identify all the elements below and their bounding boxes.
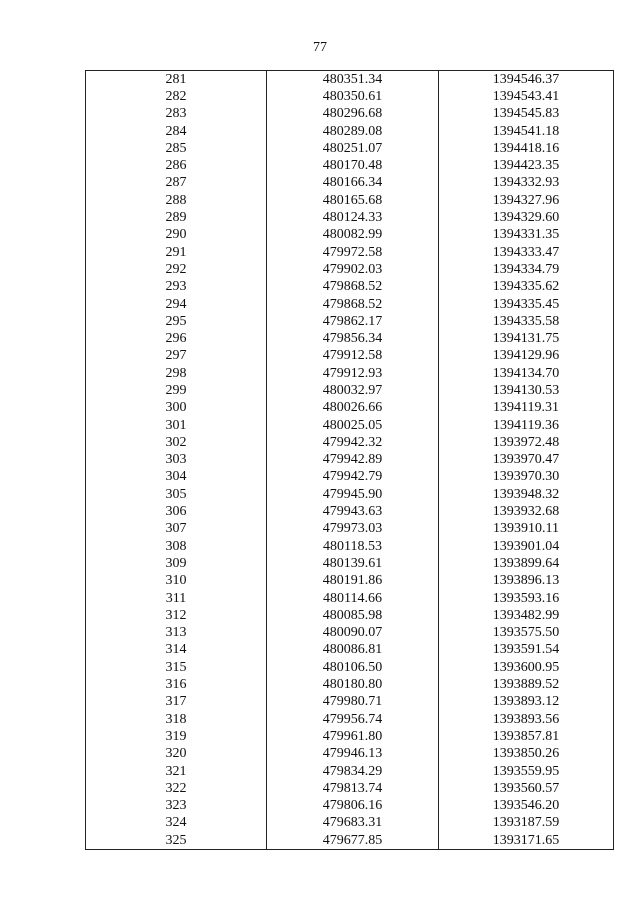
x-coordinate-cell: 480251.07 <box>267 140 439 157</box>
table-row <box>86 832 614 850</box>
point-number-cell: 305 <box>86 486 267 503</box>
y-coordinate-cell: 1393171.65 <box>439 832 614 850</box>
point-number-cell: 309 <box>86 555 267 572</box>
point-number-cell: 308 <box>86 538 267 555</box>
x-coordinate-cell: 480139.61 <box>267 555 439 572</box>
table-row <box>86 486 614 503</box>
y-coordinate-cell: 1393482.99 <box>439 607 614 624</box>
point-number-cell: 317 <box>86 694 267 711</box>
point-number-cell: 297 <box>86 348 267 365</box>
x-coordinate-cell: 479813.74 <box>267 780 439 797</box>
point-number-cell: 295 <box>86 313 267 330</box>
point-number-cell: 319 <box>86 728 267 745</box>
y-coordinate-cell: 1393910.11 <box>439 521 614 538</box>
x-coordinate-cell: 479868.52 <box>267 296 439 313</box>
x-coordinate-cell: 480085.98 <box>267 607 439 624</box>
x-coordinate-cell: 479961.80 <box>267 728 439 745</box>
point-number-cell: 281 <box>86 71 267 89</box>
point-number-cell: 311 <box>86 590 267 607</box>
x-coordinate-cell: 479946.13 <box>267 746 439 763</box>
x-coordinate-cell: 480165.68 <box>267 192 439 209</box>
y-coordinate-cell: 1393970.47 <box>439 452 614 469</box>
y-coordinate-cell: 1393575.50 <box>439 625 614 642</box>
point-number-cell: 300 <box>86 400 267 417</box>
point-number-cell: 289 <box>86 209 267 226</box>
point-number-cell: 325 <box>86 832 267 850</box>
y-coordinate-cell: 1393893.12 <box>439 694 614 711</box>
x-coordinate-cell: 480032.97 <box>267 382 439 399</box>
x-coordinate-cell: 480026.66 <box>267 400 439 417</box>
y-coordinate-cell: 1394335.45 <box>439 296 614 313</box>
y-coordinate-cell: 1394423.35 <box>439 157 614 174</box>
page-number: 77 <box>313 40 327 55</box>
table-row <box>86 780 614 797</box>
x-coordinate-cell: 480086.81 <box>267 642 439 659</box>
point-number-cell: 318 <box>86 711 267 728</box>
y-coordinate-cell: 1394333.47 <box>439 244 614 261</box>
point-number-cell: 322 <box>86 780 267 797</box>
coordinates-table <box>85 70 614 850</box>
x-coordinate-cell: 479834.29 <box>267 763 439 780</box>
y-coordinate-cell: 1393187.59 <box>439 815 614 832</box>
x-coordinate-cell: 480082.99 <box>267 227 439 244</box>
y-coordinate-cell: 1393970.30 <box>439 469 614 486</box>
y-coordinate-cell: 1394119.31 <box>439 400 614 417</box>
x-coordinate-cell: 480118.53 <box>267 538 439 555</box>
point-number-cell: 284 <box>86 123 267 140</box>
table-row <box>86 573 614 590</box>
y-coordinate-cell: 1393948.32 <box>439 486 614 503</box>
y-coordinate-cell: 1394119.36 <box>439 417 614 434</box>
table-row <box>86 365 614 382</box>
point-number-cell: 302 <box>86 434 267 451</box>
x-coordinate-cell: 480289.08 <box>267 123 439 140</box>
x-coordinate-cell: 479677.85 <box>267 832 439 850</box>
table-row <box>86 728 614 745</box>
y-coordinate-cell: 1394335.58 <box>439 313 614 330</box>
y-coordinate-cell: 1394129.96 <box>439 348 614 365</box>
y-coordinate-cell: 1394329.60 <box>439 209 614 226</box>
point-number-cell: 313 <box>86 625 267 642</box>
x-coordinate-cell: 479942.79 <box>267 469 439 486</box>
x-coordinate-cell: 480090.07 <box>267 625 439 642</box>
x-coordinate-cell: 480191.86 <box>267 573 439 590</box>
table-row <box>86 642 614 659</box>
point-number-cell: 306 <box>86 503 267 520</box>
y-coordinate-cell: 1394331.35 <box>439 227 614 244</box>
point-number-cell: 292 <box>86 261 267 278</box>
table-row <box>86 123 614 140</box>
point-number-cell: 285 <box>86 140 267 157</box>
table-row <box>86 746 614 763</box>
point-number-cell: 323 <box>86 797 267 814</box>
x-coordinate-cell: 479945.90 <box>267 486 439 503</box>
point-number-cell: 283 <box>86 106 267 123</box>
point-number-cell: 314 <box>86 642 267 659</box>
point-number-cell: 298 <box>86 365 267 382</box>
table-row <box>86 625 614 642</box>
point-number-cell: 294 <box>86 296 267 313</box>
point-number-cell: 316 <box>86 676 267 693</box>
y-coordinate-cell: 1394418.16 <box>439 140 614 157</box>
table-row <box>86 382 614 399</box>
x-coordinate-cell: 479956.74 <box>267 711 439 728</box>
x-coordinate-cell: 479868.52 <box>267 279 439 296</box>
table-row <box>86 261 614 278</box>
y-coordinate-cell: 1393600.95 <box>439 659 614 676</box>
x-coordinate-cell: 480351.34 <box>267 71 439 89</box>
y-coordinate-cell: 1393899.64 <box>439 555 614 572</box>
y-coordinate-cell: 1394543.41 <box>439 88 614 105</box>
table-row <box>86 106 614 123</box>
point-number-cell: 286 <box>86 157 267 174</box>
y-coordinate-cell: 1393559.95 <box>439 763 614 780</box>
y-coordinate-cell: 1394327.96 <box>439 192 614 209</box>
x-coordinate-cell: 479683.31 <box>267 815 439 832</box>
table-row <box>86 469 614 486</box>
x-coordinate-cell: 480350.61 <box>267 88 439 105</box>
x-coordinate-cell: 479912.93 <box>267 365 439 382</box>
table-row <box>86 175 614 192</box>
point-number-cell: 293 <box>86 279 267 296</box>
y-coordinate-cell: 1393857.81 <box>439 728 614 745</box>
x-coordinate-cell: 480114.66 <box>267 590 439 607</box>
table-row <box>86 607 614 624</box>
table-row <box>86 157 614 174</box>
point-number-cell: 282 <box>86 88 267 105</box>
y-coordinate-cell: 1393889.52 <box>439 676 614 693</box>
x-coordinate-cell: 480124.33 <box>267 209 439 226</box>
y-coordinate-cell: 1393560.57 <box>439 780 614 797</box>
y-coordinate-cell: 1393893.56 <box>439 711 614 728</box>
point-number-cell: 291 <box>86 244 267 261</box>
point-number-cell: 307 <box>86 521 267 538</box>
y-coordinate-cell: 1394545.83 <box>439 106 614 123</box>
table-row <box>86 815 614 832</box>
table-row <box>86 88 614 105</box>
table-row <box>86 227 614 244</box>
x-coordinate-cell: 479862.17 <box>267 313 439 330</box>
table-row <box>86 694 614 711</box>
y-coordinate-cell: 1393932.68 <box>439 503 614 520</box>
x-coordinate-cell: 479972.58 <box>267 244 439 261</box>
y-coordinate-cell: 1394335.62 <box>439 279 614 296</box>
table-row <box>86 140 614 157</box>
table-row <box>86 296 614 313</box>
table-row <box>86 209 614 226</box>
table-row <box>86 659 614 676</box>
table-row <box>86 417 614 434</box>
x-coordinate-cell: 480025.05 <box>267 417 439 434</box>
point-number-cell: 296 <box>86 330 267 347</box>
point-number-cell: 304 <box>86 469 267 486</box>
x-coordinate-cell: 479806.16 <box>267 797 439 814</box>
point-number-cell: 320 <box>86 746 267 763</box>
y-coordinate-cell: 1393593.16 <box>439 590 614 607</box>
x-coordinate-cell: 480180.80 <box>267 676 439 693</box>
x-coordinate-cell: 480170.48 <box>267 157 439 174</box>
table-row <box>86 400 614 417</box>
point-number-cell: 310 <box>86 573 267 590</box>
table-row <box>86 348 614 365</box>
y-coordinate-cell: 1394541.18 <box>439 123 614 140</box>
point-number-cell: 315 <box>86 659 267 676</box>
y-coordinate-cell: 1393901.04 <box>439 538 614 555</box>
table-row <box>86 797 614 814</box>
y-coordinate-cell: 1394131.75 <box>439 330 614 347</box>
table-row <box>86 676 614 693</box>
table-row <box>86 313 614 330</box>
point-number-cell: 321 <box>86 763 267 780</box>
table-row <box>86 763 614 780</box>
y-coordinate-cell: 1393896.13 <box>439 573 614 590</box>
y-coordinate-cell: 1393591.54 <box>439 642 614 659</box>
table-row <box>86 503 614 520</box>
x-coordinate-cell: 479973.03 <box>267 521 439 538</box>
table-row <box>86 538 614 555</box>
table-row <box>86 590 614 607</box>
y-coordinate-cell: 1394130.53 <box>439 382 614 399</box>
table-row <box>86 71 614 89</box>
point-number-cell: 312 <box>86 607 267 624</box>
point-number-cell: 288 <box>86 192 267 209</box>
table-row <box>86 452 614 469</box>
y-coordinate-cell: 1394546.37 <box>439 71 614 89</box>
point-number-cell: 303 <box>86 452 267 469</box>
point-number-cell: 290 <box>86 227 267 244</box>
x-coordinate-cell: 479980.71 <box>267 694 439 711</box>
table-row <box>86 192 614 209</box>
x-coordinate-cell: 480106.50 <box>267 659 439 676</box>
x-coordinate-cell: 479943.63 <box>267 503 439 520</box>
x-coordinate-cell: 479902.03 <box>267 261 439 278</box>
table-row <box>86 521 614 538</box>
table-row <box>86 555 614 572</box>
table-row <box>86 279 614 296</box>
coordinates-table-body <box>86 71 614 850</box>
y-coordinate-cell: 1393850.26 <box>439 746 614 763</box>
table-row <box>86 434 614 451</box>
y-coordinate-cell: 1393546.20 <box>439 797 614 814</box>
y-coordinate-cell: 1393972.48 <box>439 434 614 451</box>
y-coordinate-cell: 1394334.79 <box>439 261 614 278</box>
point-number-cell: 324 <box>86 815 267 832</box>
table-row <box>86 244 614 261</box>
x-coordinate-cell: 480296.68 <box>267 106 439 123</box>
x-coordinate-cell: 479856.34 <box>267 330 439 347</box>
x-coordinate-cell: 479912.58 <box>267 348 439 365</box>
table-row <box>86 330 614 347</box>
x-coordinate-cell: 479942.32 <box>267 434 439 451</box>
table-row <box>86 711 614 728</box>
x-coordinate-cell: 480166.34 <box>267 175 439 192</box>
x-coordinate-cell: 479942.89 <box>267 452 439 469</box>
y-coordinate-cell: 1394134.70 <box>439 365 614 382</box>
point-number-cell: 299 <box>86 382 267 399</box>
y-coordinate-cell: 1394332.93 <box>439 175 614 192</box>
point-number-cell: 287 <box>86 175 267 192</box>
point-number-cell: 301 <box>86 417 267 434</box>
